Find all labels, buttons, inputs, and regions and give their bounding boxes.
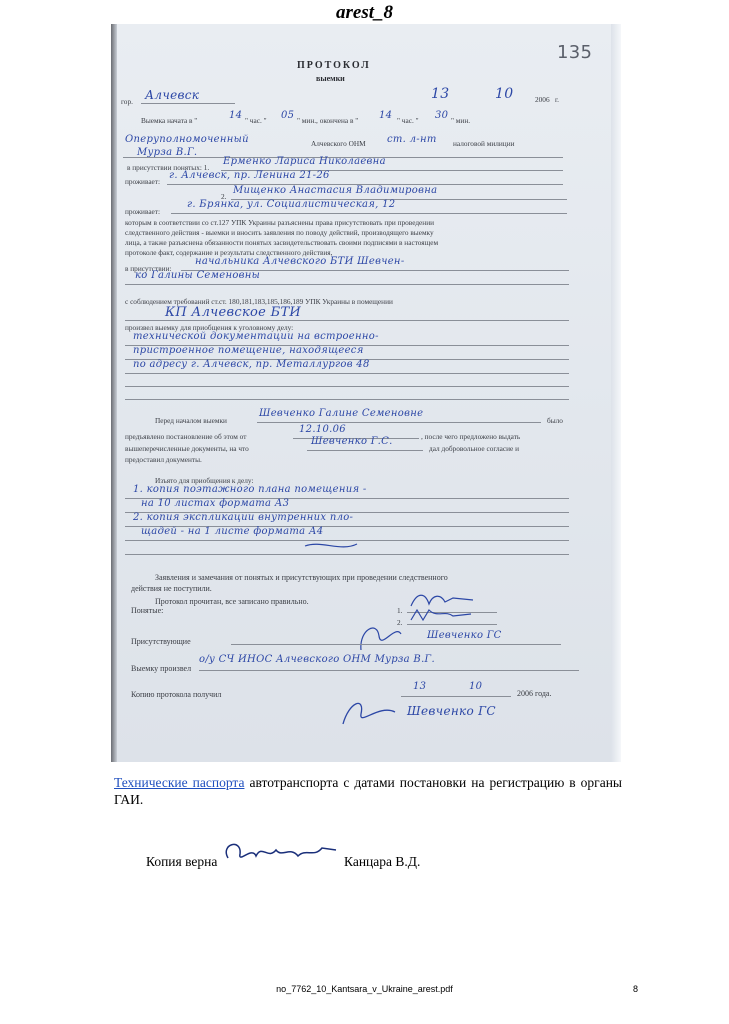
copy-year: 2006 года.: [517, 689, 552, 698]
date-year: 2006: [535, 95, 550, 104]
time-label-min: " мин.: [451, 116, 471, 125]
presence-line-2: ко Галины Семеновны: [135, 270, 261, 281]
archive-page-note: 135: [557, 42, 593, 63]
end-hour: 14: [379, 110, 393, 121]
seized-line-3: по адресу г. Алчевск, пр. Металлургов 48: [133, 359, 370, 370]
city-label: гор.: [121, 97, 133, 106]
taken-line-2: на 10 листах формата А3: [141, 498, 290, 509]
certification-label: Копия верна: [146, 854, 218, 869]
closing-scribble: [301, 538, 361, 554]
witness-2-signature: [407, 606, 477, 624]
protocol-title: ПРОТОКОЛ: [297, 60, 371, 71]
caption-text: автотранспорта с датами постановки на регистрацию в органы ГАИ.: [114, 775, 622, 807]
officer-name: Мурза В.Г.: [137, 147, 198, 158]
start-minute: 05: [281, 110, 295, 121]
witness-1-address: г. Алчевск, пр. Ленина 21-26: [169, 170, 330, 181]
final-signature-name: Шевченко ГС: [407, 704, 496, 718]
protocol-subtitle: выемки: [316, 74, 345, 83]
witness-1-sign-number: 1.: [397, 606, 403, 615]
witness-2-resides-label: проживает:: [125, 207, 161, 216]
technical-passports-link[interactable]: Технические паспорта: [114, 775, 245, 790]
protocol-read-statement: Протокол прочитан, все записано правильно.: [155, 597, 309, 606]
seized-line-2: пристроенное помещение, находящееся: [133, 345, 364, 356]
rights-line-4: протоколе факт, содержание и результаты следственного действия,: [125, 248, 333, 257]
start-hour: 14: [229, 110, 243, 121]
conducted-by: о/у СЧ ИНОС Алчевского ОНМ Мурза В.Г.: [199, 654, 435, 665]
conducted-label: Выемку произвел: [131, 664, 192, 673]
exhibit-caption: [114, 774, 622, 808]
before-name-hand: Шевченко Галине Семеновне: [259, 408, 424, 419]
before-line-1: Перед началом выемки: [155, 416, 227, 425]
place-of-seizure: КП Алчевское БТИ: [165, 305, 302, 320]
scan-right-margin: [611, 24, 621, 762]
copy-month: 10: [469, 681, 483, 692]
final-signature-scribble: [339, 696, 399, 730]
witness-2-name: Мищенко Анастасия Владимировна: [233, 185, 438, 196]
document-label: arest_8: [336, 2, 393, 23]
taken-line-4: щадей - на 1 листе формата А4: [141, 526, 324, 537]
time-label-hour: " час. ": [245, 116, 267, 125]
statements-line-2: действия не поступили.: [131, 584, 212, 593]
rights-line-3: лица, а также разъяснена обязанности понятых засвидетельствовать своими подписями в настоящем: [125, 238, 439, 247]
scanned-protocol-image: [111, 24, 621, 762]
present-signature-name: Шевченко ГС: [427, 630, 502, 641]
presence-line-1: начальника Алчевского БТИ Шевчен-: [195, 256, 405, 267]
present-label: Присутствующие: [131, 637, 191, 646]
presence-label: в присутствии:: [125, 264, 172, 273]
copy-day: 13: [413, 681, 427, 692]
witness-2-sign-number: 2.: [397, 618, 403, 627]
date-month: 10: [495, 86, 514, 102]
footer-page-number: 8: [633, 984, 639, 994]
before-line-7: предоставил документы.: [125, 455, 202, 464]
time-label-end: " мин., окончена в ": [297, 116, 359, 125]
copy-received-label: Копию протокола получил: [131, 690, 222, 699]
before-line-3: предъявлено постановление об этом от: [125, 432, 247, 441]
witnesses-label: Понятые:: [131, 606, 164, 615]
date-year-suffix: г.: [555, 95, 559, 104]
rights-line-1: которым в соответствии со ст.127 УПК Украины разъяснены права присутствовать при проведении: [125, 218, 435, 227]
footer-file-name: no_7762_10_Kantsara_v_Ukraine_arest.pdf: [276, 984, 453, 994]
resolution-date: 12.10.06: [299, 424, 346, 435]
witness-intro: в присутствии понятых: 1.: [127, 163, 210, 172]
law-reference: с соблюдением требований ст.ст. 180,181,183,185,186,189 УПК Украины в помещении: [125, 297, 393, 306]
officer-rank: ст. л-нт: [387, 134, 437, 145]
scan-left-shadow: [111, 24, 117, 762]
certifier-name: Канцара В.Д.: [344, 854, 421, 869]
city-value: Алчевск: [145, 88, 200, 102]
witness-1-resides-label: проживает:: [125, 177, 161, 186]
end-minute: 30: [435, 110, 449, 121]
present-signature-scribble: [355, 620, 405, 654]
date-day: 13: [431, 86, 450, 102]
before-line-5: вышеперечисленные документы, на что: [125, 444, 249, 453]
time-label-start: Выемка начата в ": [141, 116, 198, 125]
rights-line-2: следственного действия - выемки и вносить заявления по поводу действий, производящего выемку: [125, 228, 434, 237]
taken-line-1: 1. копия поэтажного плана помещения -: [133, 484, 367, 495]
taken-line-3: 2. копия экспликации внутренних пло-: [133, 512, 354, 523]
seized-label: произвел выемку для приобщения к уголовному делу:: [125, 323, 294, 332]
witness-2-address: г. Брянка, ул. Социалистическая, 12: [187, 199, 396, 210]
officer-service: налоговой милиции: [453, 139, 515, 148]
officer-department: Алчевского ОНМ: [311, 139, 366, 148]
statements-line-1: Заявления и замечания от понятых и присутствующих при проведении следственного: [155, 573, 448, 582]
witness-1-name: Ерменко Лариса Николаевна: [223, 156, 386, 167]
seized-line-1: технической документации на встроенно-: [133, 331, 379, 342]
certification-signature: [218, 836, 340, 870]
before-name-hand-2: Шевченко Г.С.: [311, 436, 393, 447]
witness-2-number: 2.: [221, 192, 227, 201]
time-label-hour-2: " час. ": [397, 116, 419, 125]
before-line-6: дал добровольное согласие и: [429, 444, 519, 453]
officer-position: Оперуполномоченный: [125, 134, 249, 145]
before-line-4: , после чего предложено выдать: [421, 432, 521, 441]
taken-label: Изъято для приобщения к делу:: [155, 476, 254, 485]
before-line-2: было: [547, 416, 563, 425]
